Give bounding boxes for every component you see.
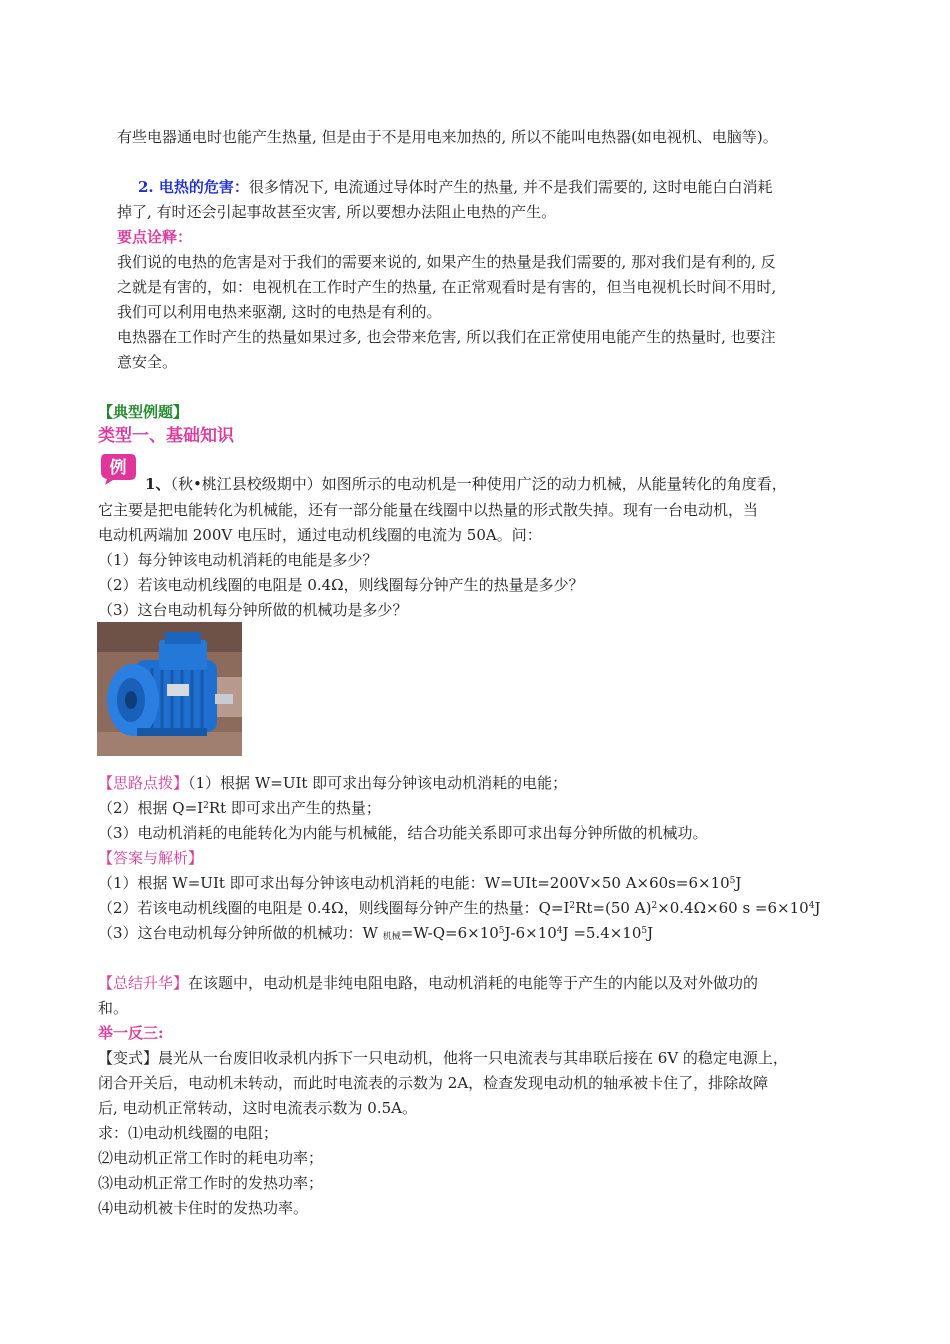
harm-line-2	[117, 201, 556, 223]
sub-question-2: （2）若该电动机线圈的电阻是 0.4Ω，则线圈每分钟产生的热量是多少？	[98, 576, 584, 594]
points-line-5: 意安全。	[117, 353, 178, 371]
question-number: 1、	[145, 475, 171, 493]
answer-sup-2a: 2	[569, 901, 576, 911]
example-badge-icon	[99, 452, 137, 486]
harm-text-2: 掉了, 有时还会引起事故甚至灾害, 所以要想办法阻止电热的产生。	[117, 203, 557, 221]
answer-title: 【答案与解析】	[98, 849, 204, 867]
summary-text-1: 在该题中，电动机是非纯电阻电路，电动机消耗的电能等于产生的内能以及对外做功的	[188, 974, 759, 992]
paragraph-harm	[138, 176, 773, 198]
badge-text: 例	[109, 458, 127, 478]
hint-title: 【思路点拨】	[98, 774, 189, 792]
points-line-2: 之就是有害的，如：电视机在工作时产生的热量, 在正常观看时是有害的，但当电视机长时间不用时,	[117, 278, 777, 296]
hint-text-2a: （2）根据 Q=I	[98, 799, 204, 817]
question-line-2: 它主要是把电能转化为机械能，还有一部分能量在线圈中以热量的形式散失掉。现有一台电动机，当	[98, 501, 759, 519]
hint-line-3: （3）电动机消耗的电能转化为内能与机械能，结合功能关系即可求出每分钟所做的机械功。	[98, 824, 708, 842]
hint-sup: 2	[203, 801, 209, 811]
sub-question-3: （3）这台电动机每分钟所做的机械功是多少？	[98, 601, 408, 619]
type1-heading: 类型一、基础知识	[98, 426, 234, 446]
variant-line-7: ⑷电动机被卡住时的发热功率。	[98, 1199, 309, 1217]
variant-line-2: 闭合开关后，电动机未转动，而此时电流表的示数为 2A，检查发现电动机的轴承被卡住了，排除故障	[98, 1074, 769, 1092]
hint-text-1: （1）根据 W=UIt 即可求出每分钟该电动机消耗的电能；	[188, 774, 568, 792]
variant-line-5: ⑵电动机正常工作时的耗电功率；	[98, 1149, 324, 1167]
harm-text-1: 很多情况下, 电流通过导体时产生的热量, 并不是我们需要的, 这时电能白白消耗	[248, 178, 773, 196]
points-line-1: 我们说的电热的危害是对于我们的需要来说的, 如果产生的热量是我们需要的, 那对我们是有利的, 反	[117, 253, 776, 271]
sub-question-1: （1）每分钟该电动机消耗的电能是多少？	[98, 551, 378, 569]
variant-line-3: 后, 电动机正常转动，这时电流表示数为 0.5A。	[98, 1099, 417, 1117]
answer-text-2c: ×0.4Ω×60 s =6×10	[657, 899, 809, 917]
hint-line-2	[98, 797, 381, 819]
variant-line-6: ⑶电动机正常工作时的发热功率；	[98, 1174, 324, 1192]
answer-text-1: （1）根据 W=UIt 即可求出每分钟该电动机消耗的电能：W=UIt=200V×50 A×60s=6×10	[98, 874, 730, 892]
note-text: 有些电器通电时也能产生热量, 但是由于不是用电来加热的, 所以不能叫电热器(如电视机、电脑等)。	[117, 128, 778, 146]
variant-label: 【变式】	[98, 1049, 159, 1067]
answer-line-2	[98, 897, 820, 919]
variant-line-4: 求：⑴电动机线圈的电阻；	[98, 1124, 279, 1142]
variant-heading: 举一反三:	[98, 1024, 164, 1042]
answer-sup-3b: 4	[556, 926, 563, 936]
variant-text-1: 晨光从一台废旧收录机内拆下一只电动机，他将一只电流表与其串联后接在 6V 的稳定电源上，	[158, 1049, 788, 1067]
answer-sup-2c: 4	[808, 901, 815, 911]
electric-motor-image	[97, 622, 242, 756]
harm-title: 2. 电热的危害：	[138, 178, 249, 196]
summary-title: 【总结升华】	[98, 974, 189, 992]
answer-text-3d: J =5.4×10	[562, 924, 642, 942]
answer-text-3b: =W-Q=6×10	[400, 924, 499, 942]
examples-header: 【典型例题】	[98, 403, 189, 421]
summary-line-2: 和。	[98, 999, 129, 1017]
answer-sup-1: 5	[729, 876, 736, 886]
hint-text-2b: Rt 即可求出产生的热量；	[208, 799, 381, 817]
answer-sup-3a: 5	[498, 926, 505, 936]
hint-line-1	[98, 772, 567, 794]
answer-line-3	[98, 922, 653, 944]
question-text-1: （秋•桃江县校级期中）如图所示的电动机是一种使用广泛的动力机械，从能量转化的角度看，	[170, 475, 787, 493]
points-line-4: 电热器在工作时产生的热量如果过多, 也会带来危害, 所以我们在正常使用电能产生的热量时, 也要注	[117, 328, 776, 346]
answer-text-2b: Rt=(50 A)	[575, 899, 652, 917]
answer-text-2a: （2）若该电动机线圈的电阻是 0.4Ω，则线圈每分钟产生的热量：Q=I	[98, 899, 570, 917]
variant-line-1	[98, 1047, 788, 1069]
question-line-1	[145, 473, 787, 495]
answer-unit-1: J	[735, 874, 742, 892]
answer-text-3a: （3）这台电动机每分钟所做的机械功：W	[98, 924, 383, 942]
points-line-3: 我们可以利用电热来驱潮, 这时的电热是有利的。	[117, 303, 442, 321]
answer-text-3c: J-6×10	[504, 924, 557, 942]
answer-sub-3: 机械	[382, 932, 401, 942]
summary-line-1	[98, 972, 758, 994]
answer-unit-3: J	[647, 924, 654, 942]
answer-sup-3c: 5	[641, 926, 648, 936]
answer-sup-2b: 2	[651, 901, 658, 911]
question-line-3: 电动机两端加 200V 电压时，通过电动机线圈的电流为 50A。问：	[98, 526, 542, 544]
points-title: 要点诠释：	[117, 228, 193, 246]
answer-unit-2: J	[814, 899, 821, 917]
answer-line-1	[98, 872, 741, 894]
paragraph-note	[117, 126, 778, 148]
